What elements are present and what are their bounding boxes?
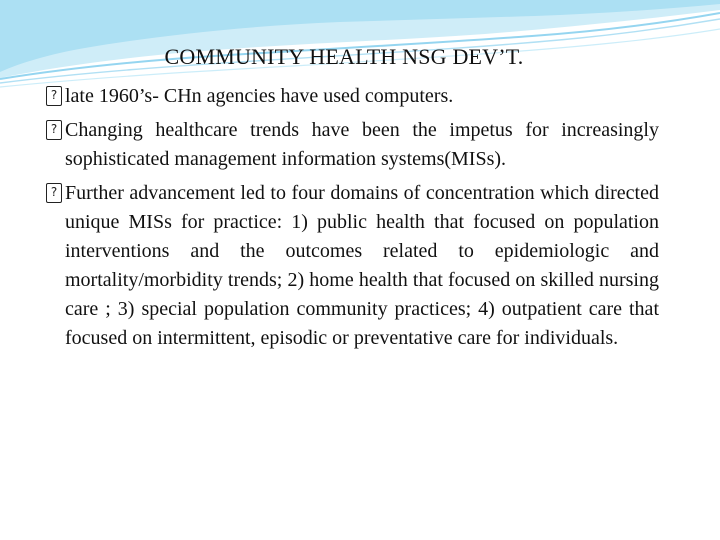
bullet-item-2-text: Changing healthcare trends have been the impetus for increasingly sophisticated management information systems(MISs). [65, 119, 659, 170]
bullet-item-3 [46, 179, 659, 353]
slide-title [0, 43, 720, 71]
bullet-item-3-text: Further advancement led to four domains of concentration which directed unique MISs for practice: 1) public health that focused on population interventions and the outcomes related to epidemiologic and mortality/morbidity trends; 2) home health that focused on skilled nursing care ; 3) special population community practices; 4) outpatient care that focused on intermittent, episodic or preventative care for individuals. [65, 182, 659, 349]
bullet-list [46, 82, 659, 353]
replacement-character-box-icon [46, 183, 62, 203]
bullet-item-2 [46, 116, 659, 174]
bullet-item-1-text: late 1960’s- CHn agencies have used computers. [65, 85, 454, 107]
replacement-character-box-icon [46, 86, 62, 106]
replacement-character-box-icon [46, 120, 62, 140]
bullet-item-1 [46, 82, 659, 111]
slide-title-text: COMMUNITY HEALTH NSG DEV’T. [164, 44, 524, 69]
